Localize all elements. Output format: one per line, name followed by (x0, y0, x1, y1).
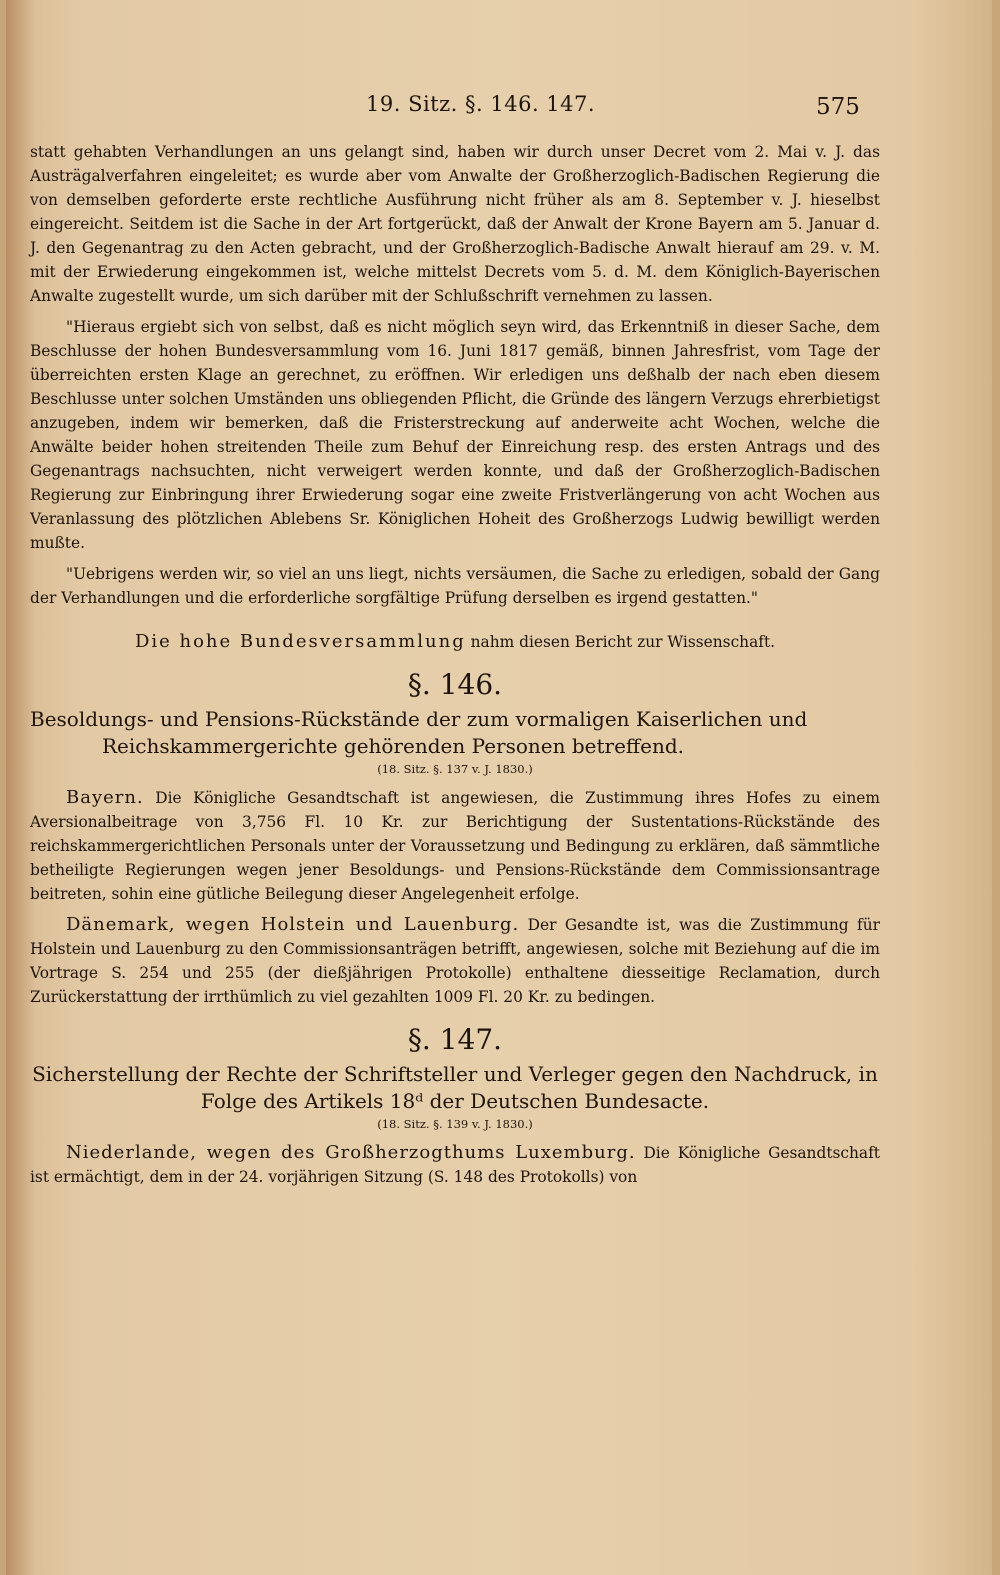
page-header (6, 88, 992, 128)
page-number: 575 (816, 94, 860, 120)
statement-bayern (30, 786, 880, 906)
running-head: 19. Sitz. §. 146. 147. (366, 92, 596, 116)
state-name-bayern: Bayern. (66, 787, 144, 808)
section-147-number: §. 147. (407, 1023, 503, 1056)
report-paragraph: "Uebrigens werden wir, so viel an uns liegt, nichts versäumen, die Sache zu erledigen, sobald der Gang der Verhandlungen und die erforderliche sorgfältige Prüfung derselben es irgend gestatten." (30, 565, 880, 607)
statement-daenemark (30, 913, 880, 1009)
section-146-subject: Besoldungs- und Pensions-Rückstände der zum vormaligen Kaiserlichen und Reichskammergerichte gehörenden Personen betreffend. (30, 707, 808, 758)
report-paragraph: statt gehabten Verhandlungen an uns gelangt sind, haben wir durch unser Decret vom 2. Mai v. J. das Austrägalverfahren eingeleitet; es wurde aber vom Anwalte der Großherzoglich-Badischen Regierung die von demselben geforderte erste rechtliche Ausführung nicht früher als am 8. September v. J. hieselbst eingereicht. Seitdem ist die Sache in der Art fortgerückt, daß der Anwalt der Krone Bayern am 5. Januar d. J. den Gegenantrag zu den Acten gebracht, und der Großherzoglich-Badische Anwalt hierauf am 29. v. M. mit der Erwiederung eingekommen ist, welche mittelst Decrets vom 5. d. M. dem Königlich-Bayerischen Anwalte zugestellt wurde, um sich darüber mit der Schlußschrift vernehmen zu lassen. (30, 143, 880, 305)
book-page (6, 0, 992, 1575)
section-146-reference: (18. Sitz. §. 137 v. J. 1830.) (377, 762, 533, 776)
section-147-reference: (18. Sitz. §. 139 v. J. 1830.) (377, 1117, 533, 1131)
statement-text: Die Königliche Gesandtschaft ist angewiesen, die Zustimmung ihres Hofes zu einem Aversionalbeitrage von 3,756 Fl. 10 Kr. zur Berichtigung der Sustentations-Rückstände des reichskammergerichtlichen Personals unter der Voraussetzung und Bedingung zu erklären, daß sämmtliche betheiligte Regierungen wegen jener Besoldungs- und Pensions-Rückstände dem Commissionsantrage beitreten, sohin eine gütliche Beilegung dieser Angelegenheit erfolge. (30, 789, 880, 903)
closing-lead: Die hohe Bundesversammlung (134, 631, 466, 652)
state-name-daenemark: Dänemark, wegen Holstein und Lauenburg. (66, 914, 520, 935)
statement-text: Der Gesandte ist, was die Zustimmung für Holstein und Lauenburg zu den Commissionsanträgen betrifft, angewiesen, solche mit Beziehung auf die im Vortrage S. 254 und 255 (der dießjährigen Protokolle) enthaltene diesseitige Reclamation, durch Zurückerstattung der irrthümlich zu viel gezahlten 1009 Fl. 20 Kr. zu bedingen. (30, 916, 880, 1006)
section-146-number: §. 146. (407, 668, 503, 701)
section-147-subject: Sicherstellung der Rechte der Schriftsteller und Verleger gegen den Nachdruck, in Folge des Artikels 18ᵈ der Deutschen Bundesacte. (32, 1062, 878, 1113)
page-body (30, 140, 880, 1196)
closing-note (30, 630, 880, 654)
report-paragraph: "Hieraus ergiebt sich von selbst, daß es nicht möglich seyn wird, das Erkenntniß in dieser Sache, dem Beschlusse der hohen Bundesversammlung vom 16. Juni 1817 gemäß, binnen Jahresfrist, vom Tage der überreichten ersten Klage an gerechnet, zu eröffnen. Wir erledigen uns deßhalb der nach eben diesem Beschlusse unter solchen Umständen uns obliegenden Pflicht, die Gründe des längern Verzugs ehrerbietigst anzugeben, indem wir bemerken, daß die Fristerstreckung auf anderweite acht Wochen, welche die Anwälte beider hohen streitenden Theile zum Behuf der Einreichung resp. des ersten Antrags und des Gegenantrags nachsuchten, nicht verweigert werden konnte, und daß der Großherzoglich-Badischen Regierung zur Einbringung ihrer Erwiederung sogar eine zweite Fristverlängerung von acht Wochen aus Veranlassung des plötzlichen Ablebens Sr. Königlichen Hoheit des Großherzogs Ludwig bewilligt werden mußte. (30, 318, 880, 552)
state-name-niederlande: Niederlande, wegen des Großherzogthums Luxemburg. (66, 1142, 636, 1163)
closing-rest: nahm diesen Bericht zur Wissenschaft. (470, 633, 776, 651)
statement-text: Die Königliche Gesandtschaft ist ermächtigt, dem in der 24. vorjährigen Sitzung (S. 148 des Protokolls) von (30, 1144, 880, 1186)
statement-niederlande (30, 1141, 880, 1189)
